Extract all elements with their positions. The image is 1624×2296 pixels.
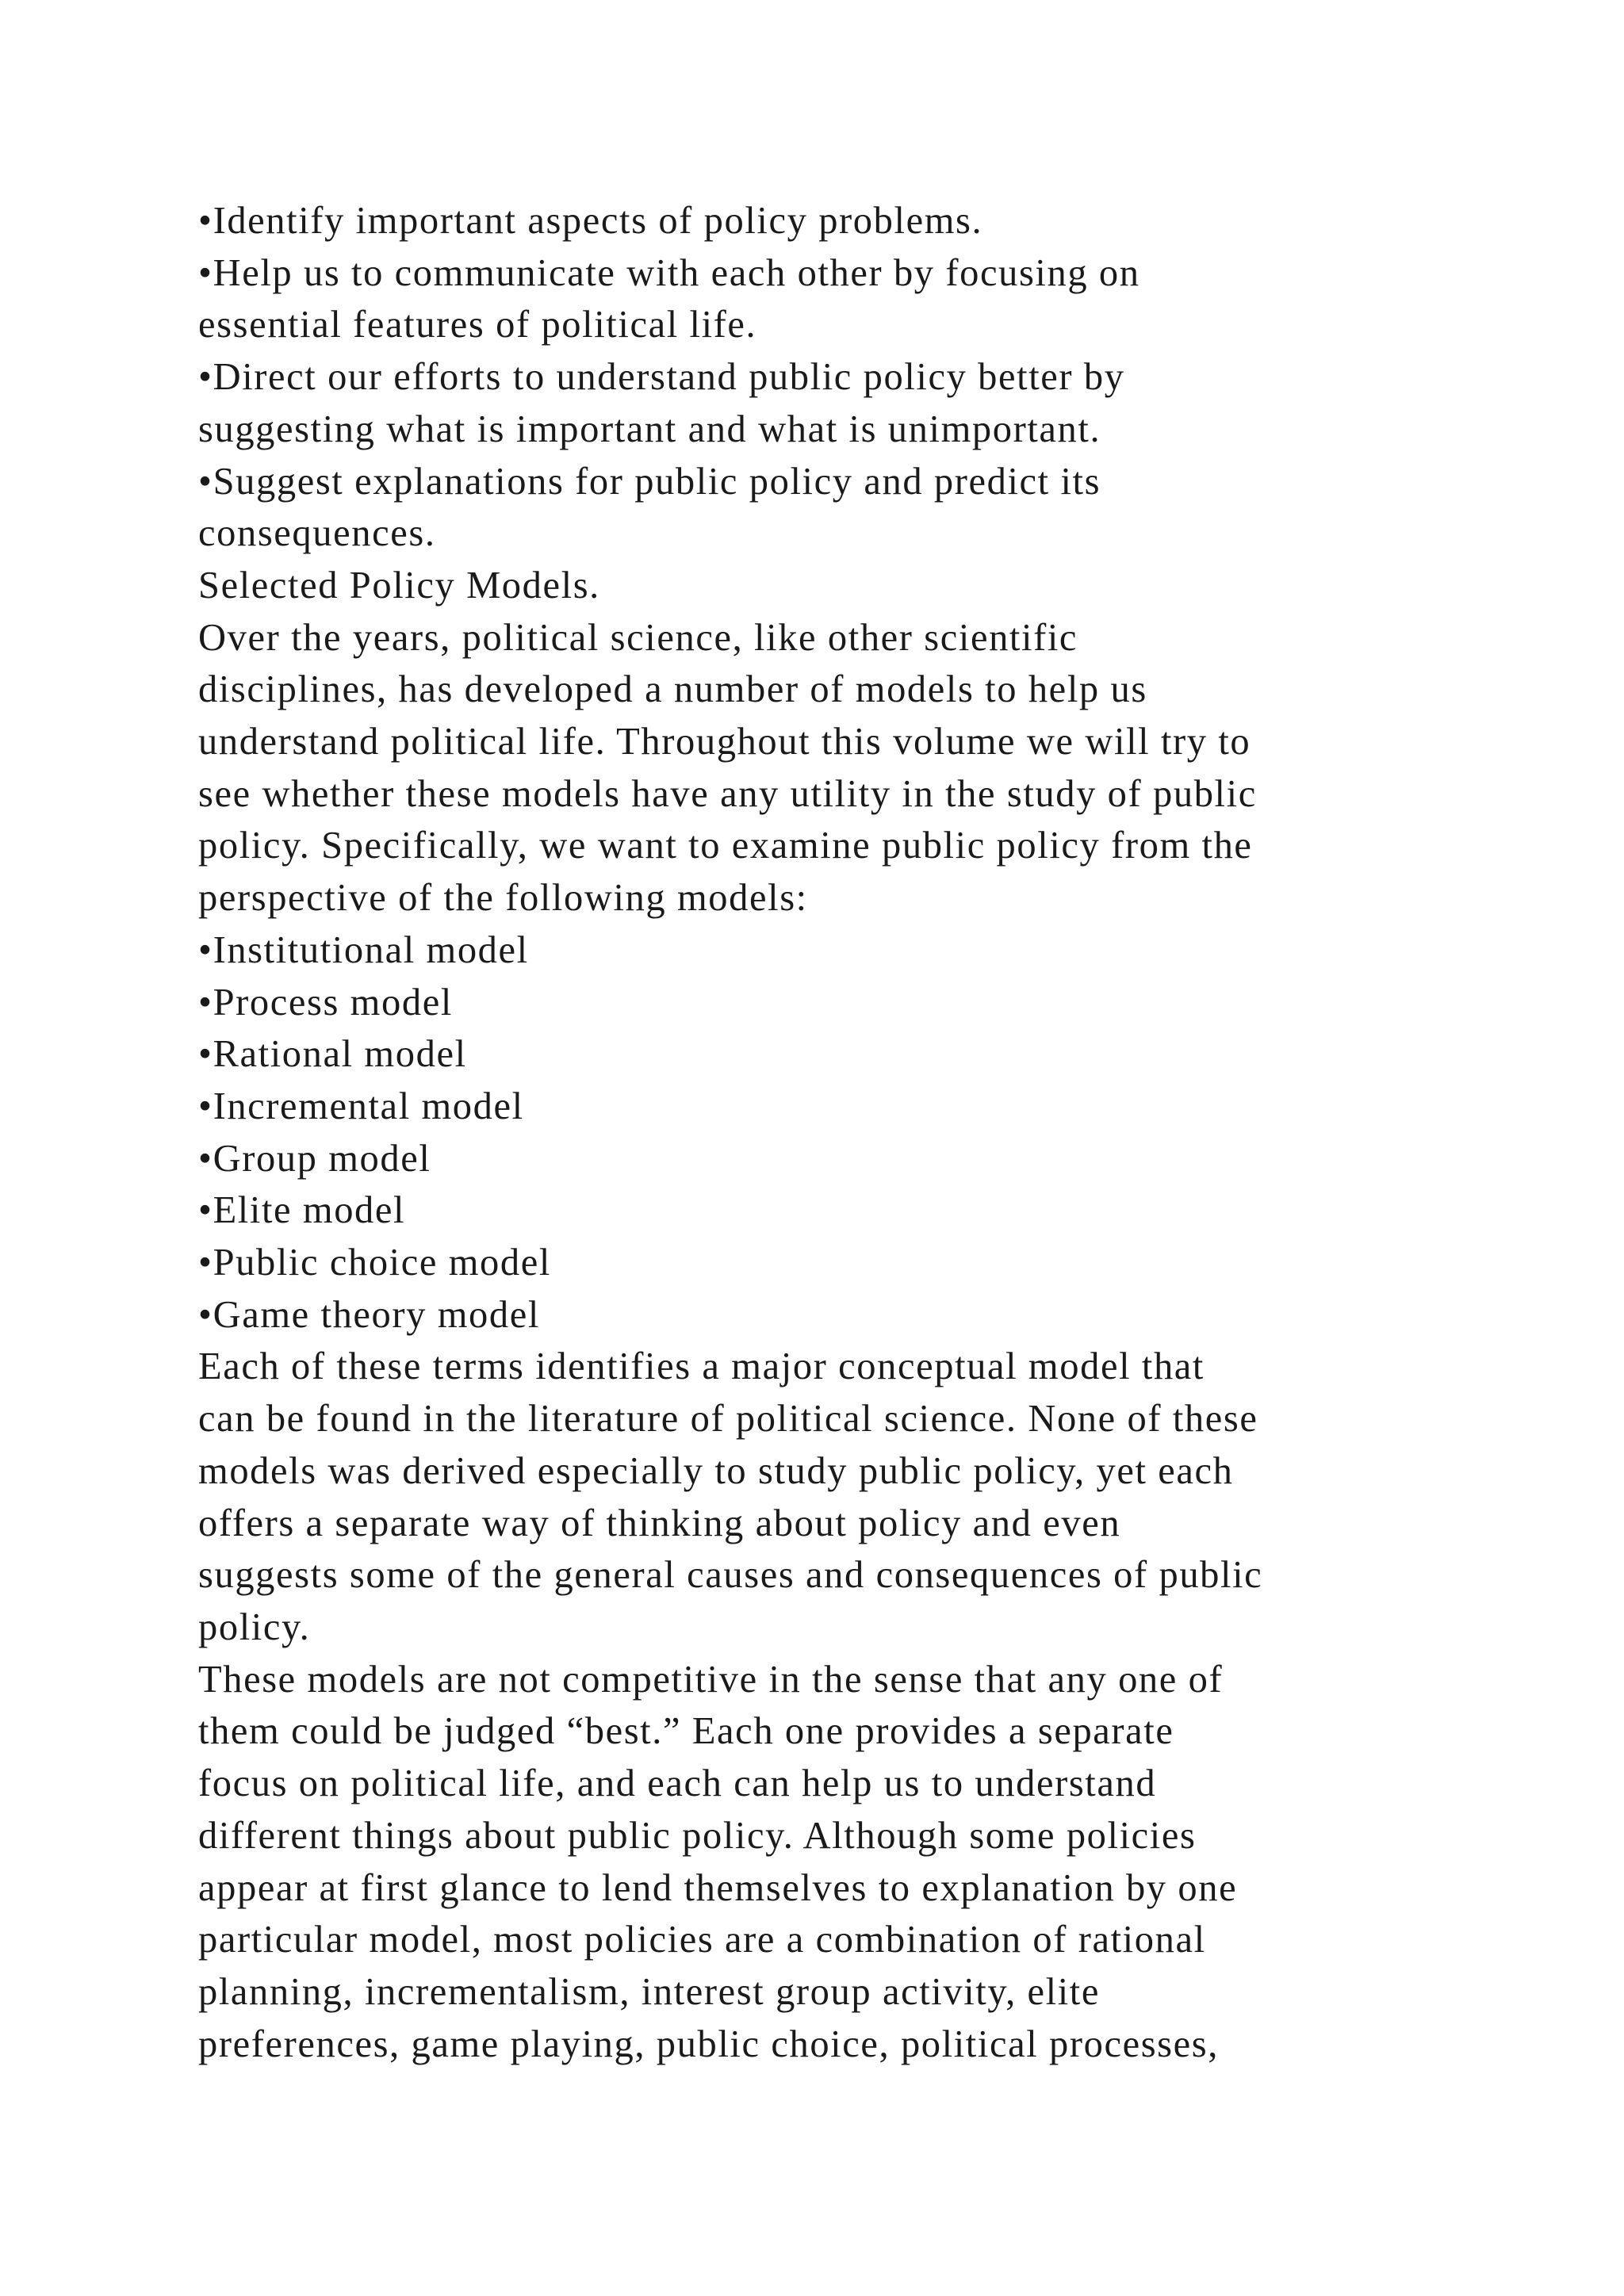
text-line: different things about public policy. Although some policies	[198, 1814, 1197, 1857]
text-line: suggests some of the general causes and consequences of public	[198, 1554, 1263, 1597]
text-line: them could be judged “best.” Each one provides a separate	[198, 1710, 1174, 1753]
text-line: •Direct our efforts to understand public policy better by	[198, 356, 1125, 399]
text-line: •Help us to communicate with each other by focusing on	[198, 251, 1140, 294]
text-line: see whether these models have any utility in the study of public	[198, 772, 1257, 815]
text-line: offers a separate way of thinking about policy and even	[198, 1502, 1121, 1544]
text-line: understand political life. Throughout this volume we will try to	[198, 721, 1251, 763]
text-line: Over the years, political science, like other scientific	[198, 616, 1078, 659]
list-item: •Institutional model	[198, 928, 529, 971]
text-line: •Identify important aspects of policy problems.	[198, 200, 983, 242]
text-line: suggesting what is important and what is unimportant.	[198, 408, 1101, 450]
list-item: •Incremental model	[198, 1085, 524, 1127]
text-line: essential features of political life.	[198, 304, 757, 346]
text-line: can be found in the literature of political science. None of these	[198, 1398, 1258, 1441]
list-item: •Rational model	[198, 1033, 467, 1076]
text-line: particular model, most policies are a combination of rational	[198, 1919, 1206, 1961]
text-line: appear at first glance to lend themselves to explanation by one	[198, 1866, 1238, 1909]
section-heading: Selected Policy Models.	[198, 564, 600, 607]
text-line: planning, incrementalism, interest group activity, elite	[198, 1970, 1100, 2013]
text-line: •Suggest explanations for public policy and predict its	[198, 460, 1101, 503]
text-line: preferences, game playing, public choice, political processes,	[198, 2022, 1219, 2065]
text-line: These models are not competitive in the sense that any one of	[198, 1658, 1224, 1701]
text-line: policy. Specifically, we want to examine public policy from the	[198, 825, 1253, 867]
list-item: •Group model	[198, 1137, 431, 1180]
list-item: •Game theory model	[198, 1293, 540, 1336]
text-line: perspective of the following models:	[198, 877, 808, 920]
text-line: policy.	[198, 1605, 311, 1648]
list-item: •Public choice model	[198, 1242, 551, 1284]
text-line: disciplines, has developed a number of models to help us	[198, 668, 1147, 711]
body-text	[198, 195, 1546, 2070]
text-line: consequences.	[198, 512, 436, 555]
text-line: models was derived especially to study public policy, yet each	[198, 1449, 1234, 1492]
list-item: •Process model	[198, 981, 453, 1024]
text-line: focus on political life, and each can help us to understand	[198, 1762, 1157, 1805]
text-line: Each of these terms identifies a major conceptual model that	[198, 1345, 1205, 1388]
list-item: •Elite model	[198, 1189, 406, 1232]
